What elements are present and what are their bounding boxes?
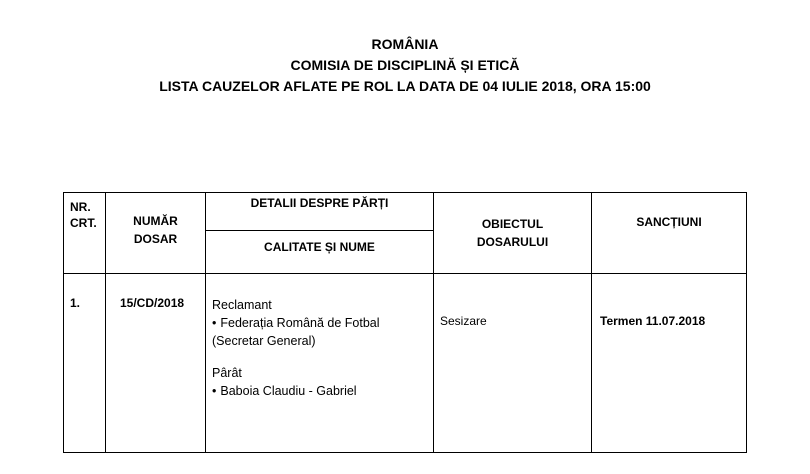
cell-party-details [206, 274, 434, 453]
col-header-dosar-line2: DOSAR [133, 232, 178, 246]
col-header-object [434, 193, 592, 274]
defendant-name: Baboia Claudiu - Gabriel [220, 384, 357, 398]
bullet-icon: • [212, 384, 217, 398]
header-country: ROMÂNIA [371, 36, 439, 52]
document-header [0, 34, 810, 97]
bullet-icon: • [212, 316, 217, 330]
claimant-entry [212, 314, 427, 332]
header-list-title: LISTA CAUZELOR AFLATE PE ROL LA DATA DE 04 IULIE 2018, ORA 15:00 [159, 78, 651, 94]
col-header-object-line2: DOSARULUI [476, 235, 549, 249]
col-header-nr-crt [64, 193, 106, 274]
table-header-row [64, 193, 747, 231]
cell-object: Sesizare [434, 274, 592, 453]
table-row [64, 274, 747, 453]
col-header-details: DETALII DESPRE PĂRȚI [206, 193, 434, 231]
header-commission: COMISIA DE DISCIPLINĂ ȘI ETICĂ [290, 57, 520, 73]
cell-nr: 1. [64, 274, 106, 453]
col-header-numar-dosar [106, 193, 206, 274]
cases-table [63, 192, 747, 453]
col-header-nr-line1: NR. [70, 200, 91, 214]
col-header-dosar-line1: NUMĂR [133, 214, 178, 228]
col-header-sanctions: SANCȚIUNI [592, 193, 747, 274]
claimant-name: Federația Română de Fotbal [220, 316, 380, 330]
col-header-nr-line2: CRT. [70, 216, 97, 230]
claimant-role: Reclamant [212, 298, 272, 312]
cell-sanction: Termen 11.07.2018 [592, 274, 747, 453]
cell-dosar: 15/CD/2018 [106, 274, 206, 453]
col-header-capacity-name: CALITATE ȘI NUME [206, 231, 434, 274]
defendant-entry [212, 382, 427, 400]
claimant-note: (Secretar General) [212, 334, 316, 348]
col-header-object-line1: OBIECTUL [481, 217, 544, 231]
defendant-role: Pârât [212, 366, 242, 380]
